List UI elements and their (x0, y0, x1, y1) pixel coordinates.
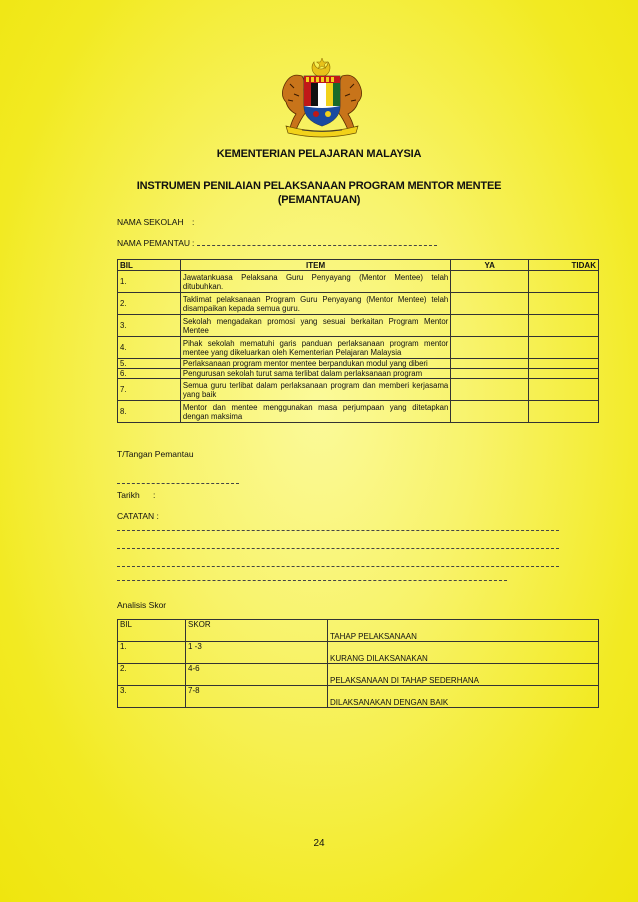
tarikh-colon: : (153, 490, 156, 500)
skor-bil: 2. (118, 664, 186, 686)
skor-header-bil: BIL (118, 620, 186, 642)
header-tidak: TIDAK (529, 260, 599, 271)
ya-cell[interactable] (451, 337, 529, 359)
header-item: ITEM (180, 260, 450, 271)
skor-tahap: KURANG DILAKSANAKAN (328, 642, 599, 664)
tidak-cell[interactable] (529, 401, 599, 423)
skor-bil: 3. (118, 686, 186, 708)
row-bil: 2. (118, 293, 181, 315)
malaysia-coat-of-arms-icon (276, 56, 368, 138)
row-bil: 3. (118, 315, 181, 337)
table-row (118, 359, 599, 369)
table-row (118, 337, 599, 359)
ya-cell[interactable] (451, 369, 529, 379)
row-bil: 7. (118, 379, 181, 401)
ya-cell[interactable] (451, 401, 529, 423)
table-row (118, 293, 599, 315)
tidak-cell[interactable] (529, 369, 599, 379)
nama-pemantau-colon: : (192, 238, 195, 248)
row-item: Sekolah mengadakan promosi yang sesuai berkaitan Program Mentor Mentee (180, 315, 450, 337)
skor-tahap: DILAKSANAKAN DENGAN BAIK (328, 686, 599, 708)
row-item: Mentor dan mentee menggunakan masa perjumpaan yang ditetapkan dengan maksima (180, 401, 450, 423)
ya-cell[interactable] (451, 271, 529, 293)
table-row (118, 271, 599, 293)
table-row (118, 401, 599, 423)
row-bil: 4. (118, 337, 181, 359)
signature-line[interactable] (117, 483, 239, 484)
row-bil: 1. (118, 271, 181, 293)
row-item: Semua guru terlibat dalam perlaksanaan program dan memberi kerjasama yang baik (180, 379, 450, 401)
tidak-cell[interactable] (529, 315, 599, 337)
skor-row (118, 686, 599, 708)
catatan-line[interactable] (117, 530, 559, 531)
page-number: 24 (313, 838, 325, 849)
skor-table (117, 619, 599, 708)
signature-label: T/Tangan Pemantau (117, 449, 194, 459)
evaluation-table (117, 259, 599, 423)
skor-row (118, 664, 599, 686)
skor-range: 7-8 (186, 686, 328, 708)
ya-cell[interactable] (451, 379, 529, 401)
tarikh-label: Tarikh (117, 490, 140, 500)
table-header-row (118, 260, 599, 271)
form-subtitle: (PEMANTAUAN) (277, 194, 361, 206)
table-row (118, 315, 599, 337)
header-bil: BIL (118, 260, 181, 271)
ya-cell[interactable] (451, 293, 529, 315)
table-row (118, 379, 599, 401)
header-ya: YA (451, 260, 529, 271)
catatan-label: CATATAN : (117, 511, 159, 521)
nama-sekolah-label: NAMA SEKOLAH (117, 217, 184, 227)
row-bil: 8. (118, 401, 181, 423)
row-bil: 5. (118, 359, 181, 369)
tidak-cell[interactable] (529, 293, 599, 315)
skor-header-row (118, 620, 599, 642)
skor-tahap: PELAKSANAAN DI TAHAP SEDERHANA (328, 664, 599, 686)
tidak-cell[interactable] (529, 379, 599, 401)
skor-bil: 1. (118, 642, 186, 664)
row-item: Perlaksanaan program mentor mentee berpandukan modul yang diberi (180, 359, 450, 369)
ministry-title: KEMENTERIAN PELAJARAN MALAYSIA (216, 148, 422, 160)
skor-row (118, 642, 599, 664)
catatan-line[interactable] (117, 566, 559, 567)
catatan-line[interactable] (117, 548, 559, 549)
skor-header-tahap: TAHAP PELAKSANAAN (328, 620, 599, 642)
nama-sekolah-colon: : (192, 217, 195, 227)
ya-cell[interactable] (451, 315, 529, 337)
ya-cell[interactable] (451, 359, 529, 369)
nama-pemantau-field[interactable] (197, 245, 437, 246)
skor-header-skor: SKOR (186, 620, 328, 642)
row-bil: 6. (118, 369, 181, 379)
row-item: Jawatankuasa Pelaksana Guru Penyayang (Mentor Mentee) telah ditubuhkan. (180, 271, 450, 293)
tidak-cell[interactable] (529, 337, 599, 359)
analisis-label: Analisis Skor (117, 600, 167, 610)
row-item: Pengurusan sekolah turut sama terlibat dalam perlaksanaan program (180, 369, 450, 379)
skor-range: 4-6 (186, 664, 328, 686)
skor-range: 1 -3 (186, 642, 328, 664)
form-title: INSTRUMEN PENILAIAN PELAKSANAAN PROGRAM MENTOR MENTEE (136, 180, 502, 192)
row-item: Taklimat pelaksanaan Program Guru Penyayang (Mentor Mentee) telah disampaikan kepada semua guru. (180, 293, 450, 315)
catatan-line[interactable] (117, 580, 507, 581)
tidak-cell[interactable] (529, 271, 599, 293)
table-row (118, 369, 599, 379)
row-item: Pihak sekolah mematuhi garis panduan perlaksanaan program mentor mentee yang dikeluarkan oleh Kementerian Pelajaran Malaysia (180, 337, 450, 359)
nama-pemantau-label: NAMA PEMANTAU (117, 238, 191, 248)
tidak-cell[interactable] (529, 359, 599, 369)
